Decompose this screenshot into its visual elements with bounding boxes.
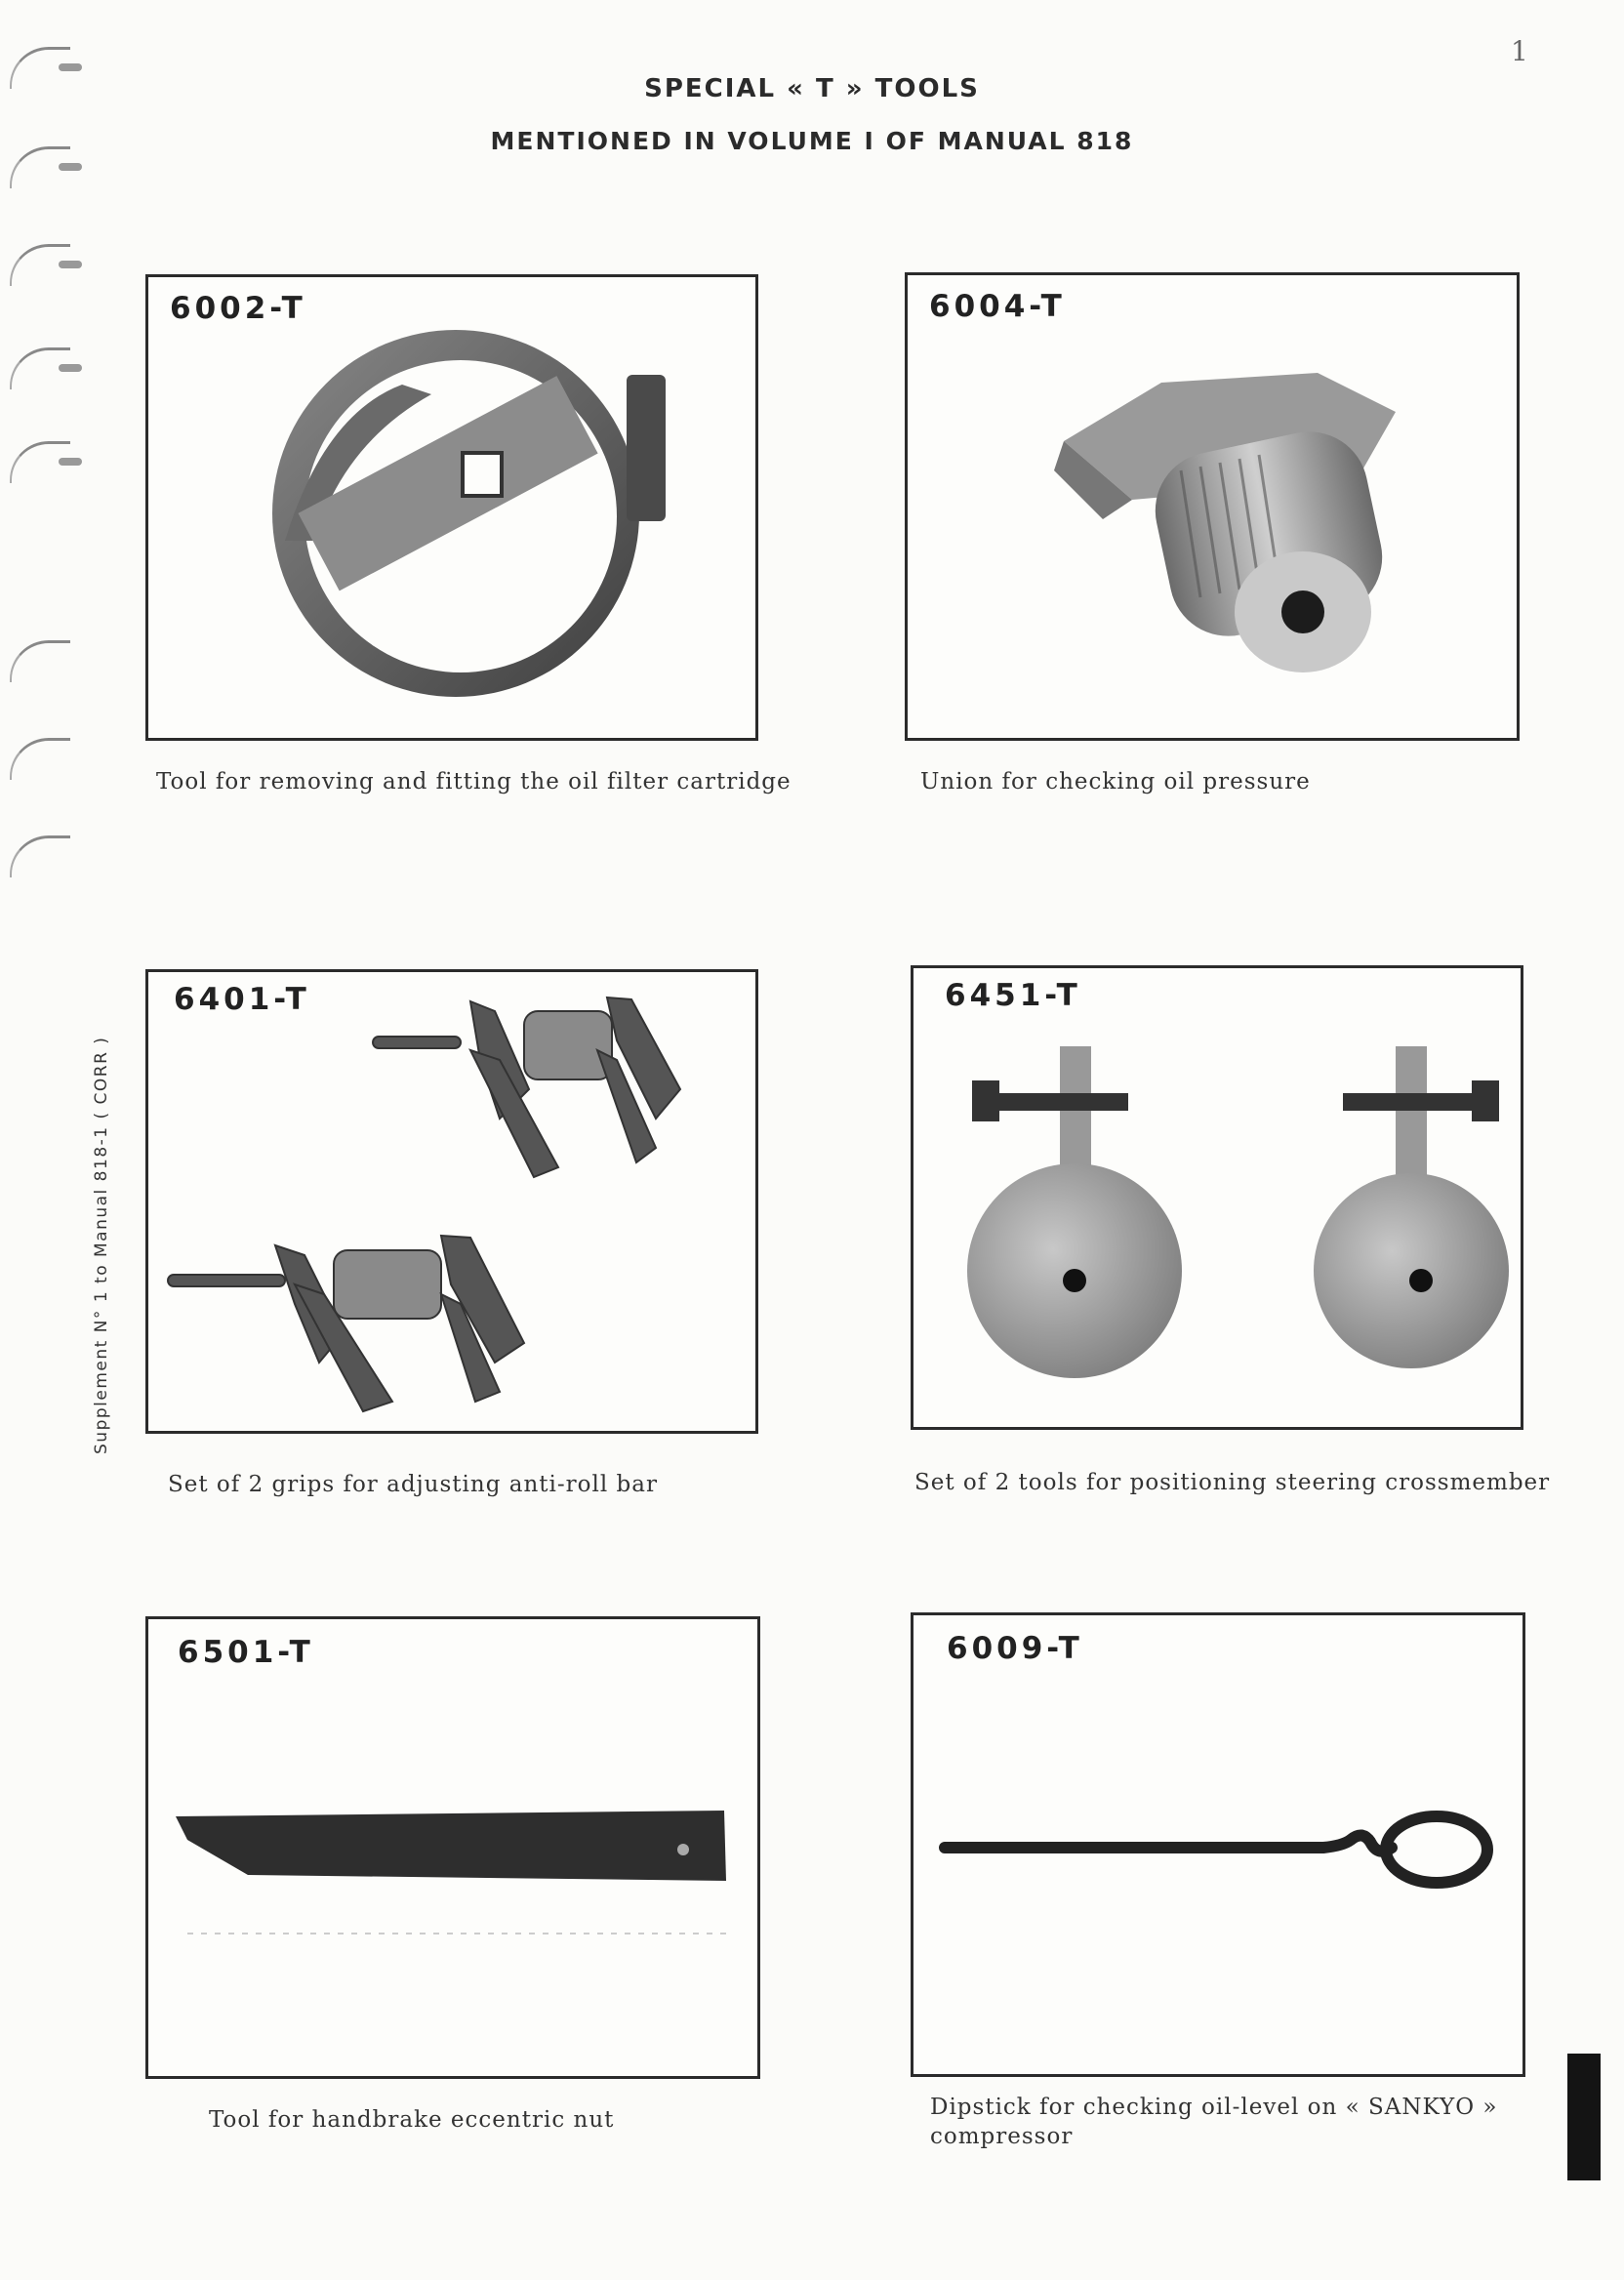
binder-hole	[10, 441, 70, 483]
tool-caption: Tool for handbrake eccentric nut	[209, 2107, 615, 2133]
tool-caption-line: compressor	[930, 2124, 1074, 2149]
binder-hole	[10, 244, 70, 286]
tool-code: 6501-T	[178, 1635, 314, 1670]
tool-panel-6501	[145, 1616, 760, 2079]
handbrake-bar-tool-icon	[148, 1619, 760, 2079]
binder-hole	[10, 835, 70, 877]
binder-hole	[10, 47, 70, 89]
tool-panel-6004	[905, 272, 1520, 741]
tool-code: 6451-T	[945, 978, 1081, 1013]
binder-hole	[10, 738, 70, 780]
oil-filter-wrench-icon	[148, 277, 758, 741]
tool-panel-6002	[145, 274, 758, 741]
tool-panel-6401	[145, 969, 758, 1434]
page-title: SPECIAL « T » TOOLS	[644, 74, 980, 103]
tool-caption-line: Dipstick for checking oil-level on « SANKYO »	[930, 2095, 1498, 2120]
side-note: Supplement N° 1 to Manual 818-1 ( CORR )	[92, 1036, 111, 1454]
tool-caption: Union for checking oil pressure	[920, 769, 1311, 794]
anti-roll-bar-grips-icon	[148, 972, 758, 1434]
tool-code: 6401-T	[174, 982, 310, 1017]
binder-hole	[10, 347, 70, 389]
tool-caption	[930, 2093, 1497, 2151]
tool-caption: Tool for removing and fitting the oil filter cartridge	[156, 769, 792, 794]
tool-code: 6002-T	[170, 291, 306, 326]
tool-code: 6009-T	[947, 1631, 1083, 1666]
black-index-tab	[1567, 2054, 1601, 2180]
tool-panel-6009	[911, 1612, 1525, 2077]
tool-caption: Set of 2 grips for adjusting anti-roll bar	[168, 1472, 658, 1497]
binder-hole	[10, 640, 70, 682]
page-subtitle: MENTIONED IN VOLUME I OF MANUAL 818	[490, 127, 1134, 155]
tool-panel-6451	[911, 965, 1523, 1430]
tool-caption: Set of 2 tools for positioning steering crossmember	[914, 1470, 1551, 1495]
oil-pressure-union-icon	[908, 275, 1520, 741]
dipstick-icon	[914, 1615, 1525, 2077]
page-number: 1	[1511, 35, 1528, 67]
steering-positioning-tools-icon	[914, 968, 1523, 1430]
tool-code: 6004-T	[929, 289, 1066, 324]
